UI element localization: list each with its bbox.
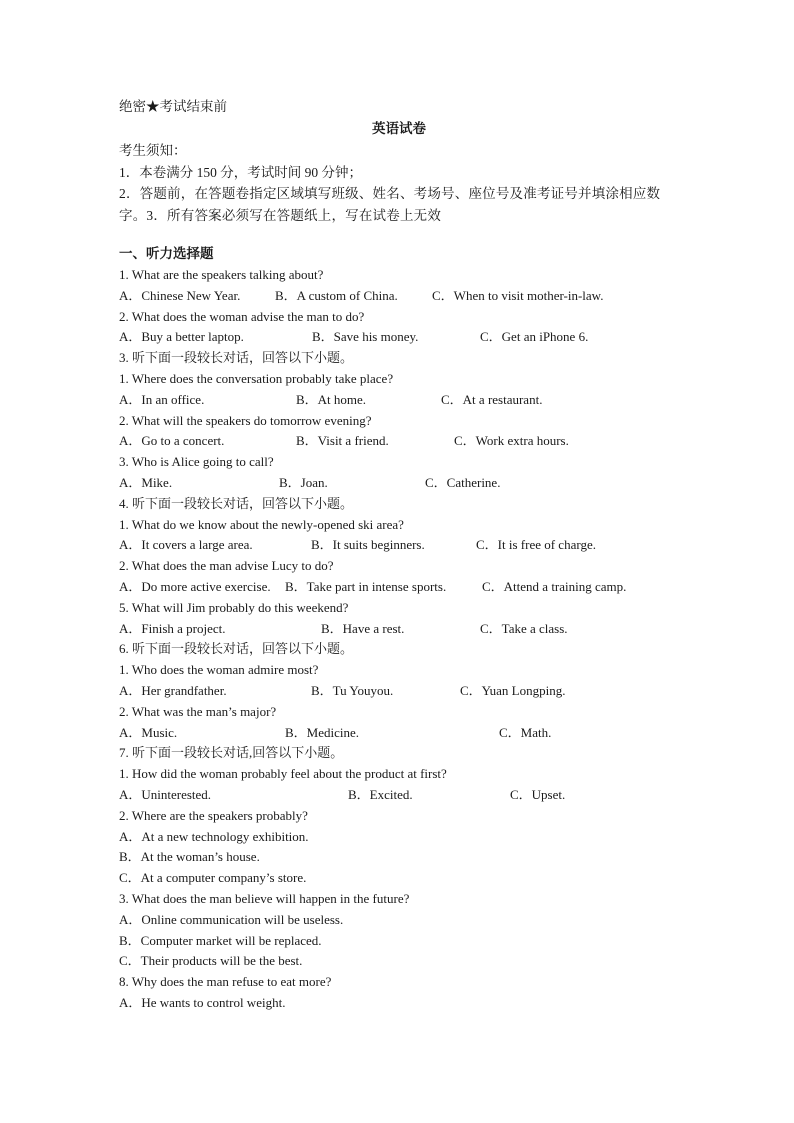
question-line: 4. 听下面一段较长对话，回答以下小题。: [119, 495, 354, 511]
option-a: A．Finish a project.: [119, 620, 226, 636]
options-row: [119, 535, 679, 556]
question-line: 1. What do we know about the newly-opened ski area?: [119, 516, 404, 532]
question-line: 8. Why does the man refuse to eat more?: [119, 974, 332, 990]
option-a: A．Her grandfather.: [119, 682, 227, 698]
options-row: [119, 619, 679, 640]
question-line: 3. Who is Alice going to call?: [119, 454, 274, 470]
notice-item-2: 2．答题前，在答题卷指定区域填写班级、姓名、考场号、座位号及准考证号并填涂相应数字。3．所有答案必须写在答题纸上，写在试卷上无效: [119, 186, 661, 223]
question-line: A．At a new technology exhibition.: [119, 828, 309, 844]
option-b: B．Tu Youyou.: [311, 682, 394, 698]
option-a: A．Uninterested.: [119, 786, 212, 802]
question-line: 2. What does the woman advise the man to do?: [119, 308, 365, 324]
exam-page: [119, 96, 679, 1014]
question-list: [119, 265, 679, 1014]
options-row: [119, 327, 679, 348]
question-line: A．Online communication will be useless.: [119, 911, 344, 927]
option-c: C．Math.: [499, 724, 552, 740]
option-a: A．Music.: [119, 724, 178, 740]
page-title: 英语试卷: [372, 121, 426, 136]
question-line: B．At the woman’s house.: [119, 849, 260, 865]
notice-item-1: 1．本卷满分 150 分，考试时间 90 分钟；: [119, 164, 362, 180]
question-line: C．Their products will be the best.: [119, 953, 303, 969]
option-a: A．Buy a better laptop.: [119, 329, 244, 345]
option-b: B．Visit a friend.: [296, 433, 389, 449]
question-line: 7. 听下面一段较长对话,回答以下小题。: [119, 745, 344, 761]
option-c: C．When to visit mother-in-law.: [432, 287, 604, 303]
notice-heading: 考生须知：: [119, 143, 187, 158]
question-line: 1. How did the woman probably feel about the product at first?: [119, 766, 447, 782]
option-b: B．Save his money.: [312, 329, 419, 345]
option-a: A．Go to a concert.: [119, 433, 225, 449]
options-row: [119, 577, 679, 598]
option-b: B．Excited.: [348, 786, 413, 802]
option-c: C．At a restaurant.: [441, 391, 543, 407]
spacer: [119, 226, 679, 243]
question-line: 6. 听下面一段较长对话，回答以下小题。: [119, 641, 354, 657]
option-c: C．Catherine.: [425, 474, 501, 490]
options-row: [119, 785, 679, 806]
confidential-label: 绝密★考试结束前: [119, 99, 227, 114]
question-line: 3. What does the man believe will happen in the future?: [119, 890, 410, 906]
option-c: C．Work extra hours.: [454, 433, 569, 449]
option-b: B．Joan.: [279, 474, 328, 490]
options-row: [119, 286, 679, 307]
question-line: 1. Where does the conversation probably take place?: [119, 370, 394, 386]
option-a: A．Chinese New Year.: [119, 287, 241, 303]
option-b: B．Medicine.: [285, 724, 360, 740]
question-line: B．Computer market will be replaced.: [119, 932, 322, 948]
option-b: B．It suits beginners.: [311, 537, 425, 553]
option-a: A．Mike.: [119, 474, 173, 490]
question-line: 5. What will Jim probably do this weekend?: [119, 599, 349, 615]
option-c: C．Get an iPhone 6.: [480, 329, 589, 345]
option-b: B．Have a rest.: [321, 620, 405, 636]
option-a: A．In an office.: [119, 391, 205, 407]
question-line: 3. 听下面一段较长对话，回答以下小题。: [119, 350, 354, 366]
options-row: [119, 681, 679, 702]
question-line: 1. Who does the woman admire most?: [119, 662, 319, 678]
question-line: A．He wants to control weight.: [119, 994, 286, 1010]
question-line: 1. What are the speakers talking about?: [119, 267, 324, 282]
option-a: A．It covers a large area.: [119, 537, 253, 553]
options-row: [119, 431, 679, 452]
section-heading: 一、听力选择题: [119, 246, 214, 261]
question-line: 2. What will the speakers do tomorrow evening?: [119, 412, 372, 428]
option-b: B．A custom of China.: [275, 287, 398, 303]
option-a: A．Do more active exercise.: [119, 578, 271, 594]
question-line: 2. Where are the speakers probably?: [119, 807, 308, 823]
option-c: C．Yuan Longping.: [460, 682, 566, 698]
question-line: C．At a computer company’s store.: [119, 870, 307, 886]
option-b: B．Take part in intense sports.: [285, 578, 447, 594]
options-row: [119, 473, 679, 494]
option-c: C．Take a class.: [480, 620, 568, 636]
question-line: 2. What was the man’s major?: [119, 703, 277, 719]
option-b: B．At home.: [296, 391, 367, 407]
option-c: C．Attend a training camp.: [482, 578, 627, 594]
options-row: [119, 723, 679, 744]
option-c: C．It is free of charge.: [476, 537, 596, 553]
option-c: C．Upset.: [510, 786, 566, 802]
options-row: [119, 390, 679, 411]
question-line: 2. What does the man advise Lucy to do?: [119, 558, 334, 574]
